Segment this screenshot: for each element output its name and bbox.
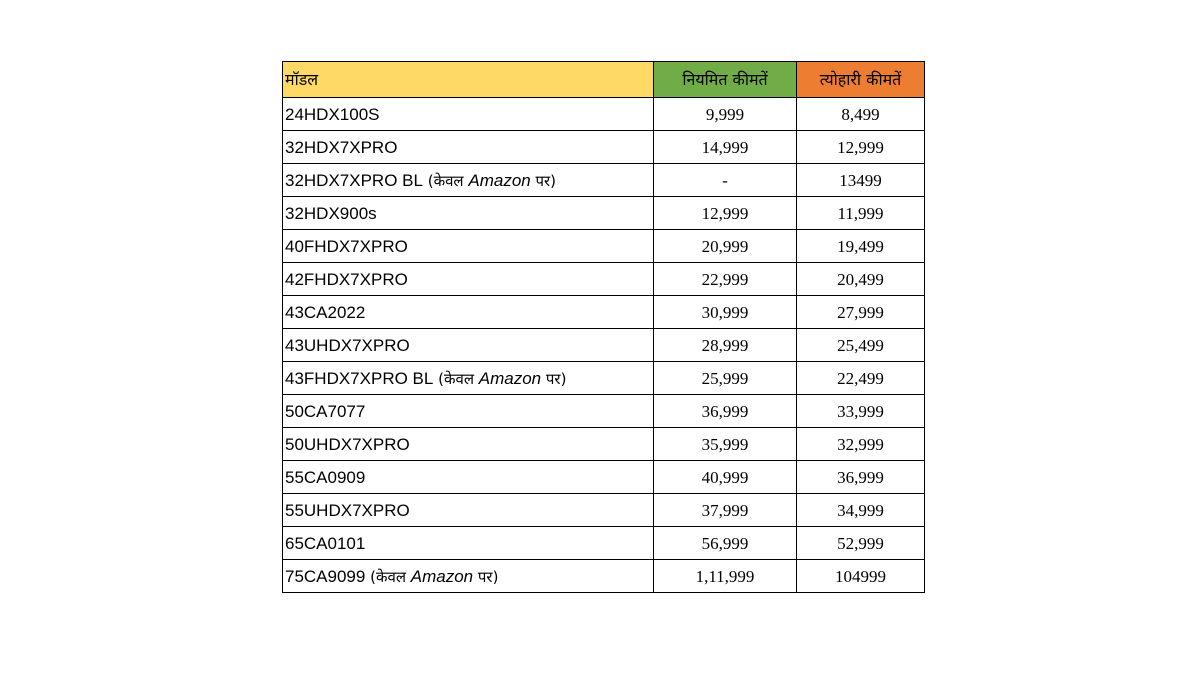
model-cell (283, 164, 654, 197)
table-row (283, 230, 925, 263)
table-row (283, 362, 925, 395)
regular-price-cell: 30,999 (654, 296, 797, 329)
table-row (283, 329, 925, 362)
regular-price-cell: 35,999 (654, 428, 797, 461)
table-row (283, 527, 925, 560)
model-cell (283, 362, 654, 395)
price-table (282, 61, 925, 593)
table-row (283, 296, 925, 329)
regular-price-cell: 40,999 (654, 461, 797, 494)
availability-note-close: पर) (541, 369, 567, 388)
festive-price-cell: 19,499 (797, 230, 925, 263)
model-cell (283, 131, 654, 164)
model-name: 24HDX100S (285, 104, 380, 124)
header-festive-price: त्योहारी कीमतें (797, 62, 925, 98)
availability-store-name: Amazon (478, 368, 542, 388)
header-model: मॉडल (283, 62, 654, 98)
model-cell (283, 494, 654, 527)
regular-price-cell: 37,999 (654, 494, 797, 527)
regular-price-cell: 36,999 (654, 395, 797, 428)
availability-note-open: (केवल (433, 369, 479, 388)
header-regular-price: नियमित कीमतें (654, 62, 797, 98)
festive-price-cell: 36,999 (797, 461, 925, 494)
model-cell (283, 197, 654, 230)
regular-price-cell: 14,999 (654, 131, 797, 164)
availability-note-close: पर) (530, 171, 557, 190)
festive-price-cell: 20,499 (797, 263, 925, 296)
price-table-body (283, 62, 925, 593)
table-row (283, 428, 925, 461)
availability-note-close: पर) (473, 567, 499, 586)
table-row (283, 131, 925, 164)
festive-price-cell: 8,499 (797, 98, 925, 131)
regular-price-cell: 1,11,999 (654, 560, 797, 593)
table-row (283, 560, 925, 593)
festive-price-cell: 11,999 (797, 197, 925, 230)
festive-price-cell: 33,999 (797, 395, 925, 428)
table-row (283, 494, 925, 527)
regular-price-cell: 28,999 (654, 329, 797, 362)
regular-price-cell: - (654, 164, 797, 197)
model-name: 55UHDX7XPRO (285, 500, 410, 520)
festive-price-cell: 25,499 (797, 329, 925, 362)
model-cell (283, 428, 654, 461)
regular-price-cell: 56,999 (654, 527, 797, 560)
model-cell (283, 395, 654, 428)
model-name: 43UHDX7XPRO (285, 335, 410, 355)
festive-price-cell: 27,999 (797, 296, 925, 329)
model-cell (283, 560, 654, 593)
table-row (283, 98, 925, 131)
model-name: 43FHDX7XPRO BL (285, 368, 434, 388)
table-row (283, 197, 925, 230)
model-cell (283, 329, 654, 362)
regular-price-cell: 22,999 (654, 263, 797, 296)
model-name: 40FHDX7XPRO (285, 236, 408, 256)
table-header-row (283, 62, 925, 98)
model-name: 32HDX7XPRO (285, 137, 398, 157)
model-name: 32HDX7XPRO BL (285, 170, 423, 190)
model-name: 50CA7077 (285, 401, 366, 421)
table-row (283, 461, 925, 494)
regular-price-cell: 9,999 (654, 98, 797, 131)
model-cell (283, 98, 654, 131)
model-cell (283, 263, 654, 296)
festive-price-cell: 104999 (797, 560, 925, 593)
regular-price-cell: 20,999 (654, 230, 797, 263)
model-cell (283, 461, 654, 494)
availability-store-name: Amazon (468, 170, 531, 190)
table-row (283, 395, 925, 428)
festive-price-cell: 52,999 (797, 527, 925, 560)
model-name: 43CA2022 (285, 302, 366, 322)
model-cell (283, 296, 654, 329)
festive-price-cell: 22,499 (797, 362, 925, 395)
availability-store-name: Amazon (410, 566, 474, 586)
festive-price-cell: 34,999 (797, 494, 925, 527)
model-cell (283, 527, 654, 560)
model-cell (283, 230, 654, 263)
festive-price-cell: 32,999 (797, 428, 925, 461)
model-name: 50UHDX7XPRO (285, 434, 410, 454)
festive-price-cell: 12,999 (797, 131, 925, 164)
regular-price-cell: 12,999 (654, 197, 797, 230)
model-name: 32HDX900s (285, 203, 377, 223)
festive-price-cell: 13499 (797, 164, 925, 197)
regular-price-cell: 25,999 (654, 362, 797, 395)
model-name: 55CA0909 (285, 467, 366, 487)
table-row (283, 263, 925, 296)
availability-note-open: (केवल (422, 171, 469, 190)
availability-note-open: (केवल (365, 567, 411, 586)
model-name: 75CA9099 (285, 566, 366, 586)
model-name: 42FHDX7XPRO (285, 269, 408, 289)
model-name: 65CA0101 (285, 533, 366, 553)
table-row (283, 164, 925, 197)
